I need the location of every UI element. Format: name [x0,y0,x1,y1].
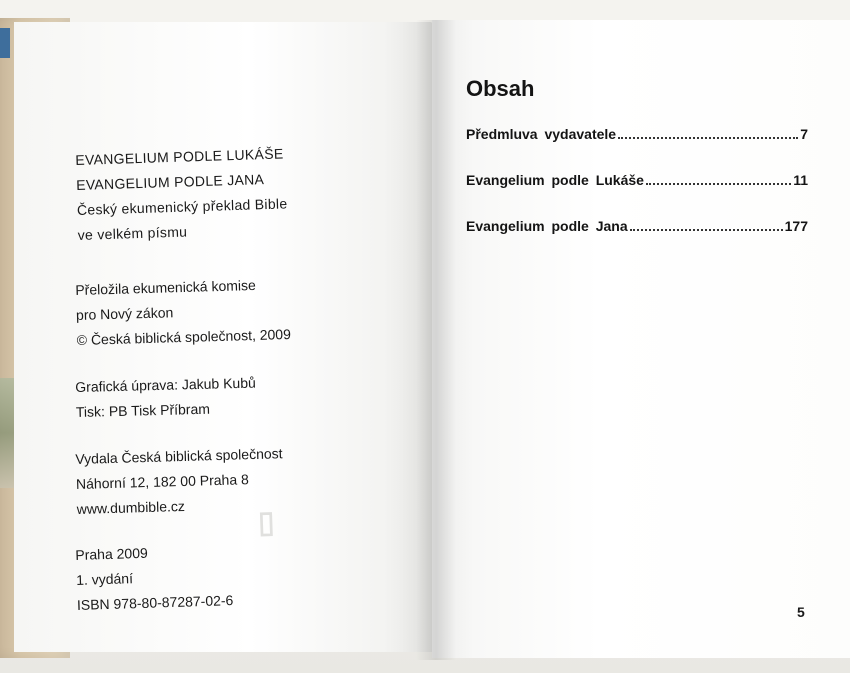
toc-entry-label: Evangelium podle Lukáše [466,172,644,188]
design-credit: Grafická úprava: Jakub Kubů [75,374,256,395]
toc-entry-page: 11 [793,172,808,188]
title-line: EVANGELIUM PODLE JANA [75,171,265,193]
toc-entry-page: 7 [800,126,808,142]
edition-number: 1. vydání [75,570,134,588]
publisher-website: www.dumbible.cz [76,497,186,517]
print-credit: Tisk: PB Tisk Příbram [75,400,211,420]
book-gutter-shadow [416,20,456,660]
table-of-contents [466,126,808,264]
toc-entry [466,172,808,195]
toc-entry [466,126,808,149]
toc-leader-dots [630,228,783,231]
page-number: 5 [797,604,805,620]
toc-entry-label: Předmluva vydavatele [466,126,617,142]
translation-line: Přeložila ekumenická komise [75,276,257,298]
subtitle-line: ve velkém písmu [77,223,188,243]
toc-entry [466,218,808,241]
edition-block [75,538,234,618]
copyright-line: © Česká biblická společnost, 2009 [76,325,292,348]
publisher-address: Náhorní 12, 182 00 Praha 8 [75,471,249,492]
title-line: EVANGELIUM PODLE LUKÁŠE [75,145,284,168]
show-through-logo-icon: ▯ [257,505,276,540]
edition-place-year: Praha 2009 [75,544,148,563]
publisher-block [75,441,284,522]
translation-block [75,272,291,353]
credits-block [75,371,257,425]
toc-leader-dots [646,182,791,185]
isbn: ISBN 978-80-87287-02-6 [76,592,234,613]
title-block [75,141,289,248]
toc-entry-page: 177 [784,218,808,234]
toc-entry-label: Evangelium podle Jana [466,218,628,234]
subtitle-line: Český ekumenický překlad Bible [76,195,288,218]
publisher-name: Vydala Česká biblická společnost [75,445,283,467]
toc-leader-dots [618,136,798,139]
right-page [432,20,850,658]
toc-title: Obsah [466,76,535,101]
translation-line: pro Nový zákon [75,304,174,323]
